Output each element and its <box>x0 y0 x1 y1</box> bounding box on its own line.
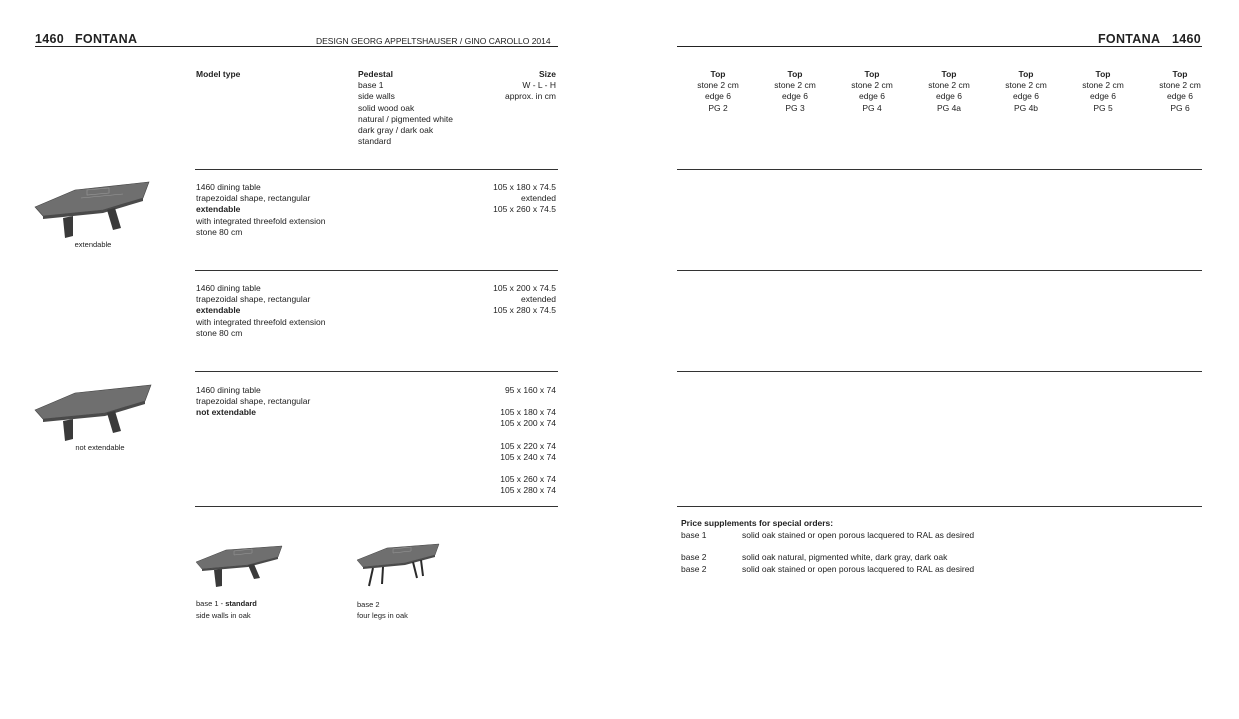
supplement-base: base 2 <box>681 552 707 562</box>
left-header-code: 1460 <box>35 32 65 46</box>
row-description <box>196 385 310 419</box>
top-column-pg5 <box>1073 69 1133 114</box>
top-column-pg4b <box>996 69 1056 114</box>
desc-line: with integrated threefold extension <box>196 215 326 226</box>
supplement-text: solid oak stained or open porous lacquered to RAL as desired <box>742 530 975 540</box>
desc-line: trapezoidal shape, rectangular <box>196 193 311 204</box>
desc-line: 1460 dining table <box>196 385 261 395</box>
top-edge: edge 6 <box>1013 91 1039 102</box>
size-value: 105 x 280 x 74.5 <box>493 305 556 316</box>
image-caption: extendable <box>74 240 112 249</box>
top-column-pg4 <box>842 69 902 114</box>
left-header-name: FONTANA <box>75 32 138 46</box>
right-header-code: 1460 <box>1172 32 1202 46</box>
pedestal-title: Pedestal <box>358 69 393 79</box>
row-rule <box>677 169 1202 170</box>
desc-bold: extendable <box>196 204 241 215</box>
base2-label <box>357 599 380 610</box>
top-edge: edge 6 <box>705 91 731 102</box>
top-edge: edge 6 <box>936 91 962 102</box>
row-sizes <box>456 283 556 317</box>
base-label-bold: standard <box>225 599 257 608</box>
top-column-pg2 <box>688 69 748 114</box>
supplement-text: solid oak natural, pigmented white, dark gray, dark oak <box>742 552 948 562</box>
top-material: stone 2 cm <box>697 80 739 91</box>
top-column-pg6 <box>1150 69 1210 114</box>
supplement-base: base 2 <box>681 564 707 574</box>
size-value: 105 x 180 x 74 <box>500 407 556 418</box>
pedestal-line: dark gray / dark oak <box>358 125 434 136</box>
top-material: stone 2 cm <box>1082 80 1124 91</box>
top-title: Top <box>1018 69 1034 79</box>
top-column-pg4a <box>919 69 979 114</box>
row-description <box>196 283 325 339</box>
row-rule <box>195 371 558 372</box>
base1-label <box>196 598 257 609</box>
desc-bold: extendable <box>196 305 241 316</box>
desc-line: with integrated threefold extension <box>196 316 326 327</box>
size-value: 95 x 160 x 74 <box>504 385 556 395</box>
desc-line: stone 80 cm <box>196 327 243 338</box>
top-price-group: PG 4a <box>936 102 962 113</box>
pedestal-header <box>358 69 453 147</box>
not-extendable-table-image <box>33 383 153 443</box>
row-rule <box>195 270 558 271</box>
top-title: Top <box>1095 69 1111 79</box>
top-title: Top <box>941 69 957 79</box>
size-value: extended <box>521 193 556 204</box>
pedestal-line: standard <box>358 136 392 147</box>
header-rule-right <box>677 46 1202 47</box>
size-line: W - L - H <box>522 80 556 91</box>
size-value: 105 x 260 x 74.5 <box>493 204 556 215</box>
size-value: 105 x 280 x 74 <box>500 485 556 496</box>
top-column-pg3 <box>765 69 825 114</box>
top-material: stone 2 cm <box>851 80 893 91</box>
top-price-group: PG 4 <box>862 102 882 113</box>
top-material: stone 2 cm <box>928 80 970 91</box>
top-title: Top <box>1172 69 1188 79</box>
top-price-group: PG 6 <box>1170 102 1190 113</box>
model-type-header: Model type <box>196 69 241 79</box>
desc-bold: not extendable <box>196 407 256 418</box>
row-sizes <box>456 385 556 496</box>
base2-table-image <box>355 542 445 590</box>
top-edge: edge 6 <box>859 91 885 102</box>
row-rule <box>195 169 558 170</box>
top-price-group: PG 3 <box>785 102 805 113</box>
desc-line: stone 80 cm <box>196 226 243 237</box>
top-edge: edge 6 <box>782 91 808 102</box>
pedestal-line: natural / pigmented white <box>358 113 453 124</box>
size-value: 105 x 200 x 74.5 <box>493 283 556 293</box>
top-title: Top <box>710 69 726 79</box>
size-line: approx. in cm <box>504 91 556 102</box>
extendable-table-image <box>33 180 153 240</box>
top-price-group: PG 2 <box>708 102 728 113</box>
size-value: 105 x 260 x 74 <box>500 474 556 485</box>
header-rule-left <box>35 46 558 47</box>
top-material: stone 2 cm <box>1159 80 1201 91</box>
desc-line: trapezoidal shape, rectangular <box>196 294 311 305</box>
supplements-title: Price supplements for special orders: <box>681 518 834 528</box>
size-value: 105 x 220 x 74 <box>500 440 556 451</box>
top-price-group: PG 5 <box>1093 102 1113 113</box>
image-caption: not extendable <box>75 443 125 452</box>
top-edge: edge 6 <box>1167 91 1193 102</box>
size-header <box>456 69 556 103</box>
desc-line: 1460 dining table <box>196 182 261 192</box>
desc-line: trapezoidal shape, rectangular <box>196 396 311 407</box>
row-sizes <box>456 182 556 216</box>
top-price-group: PG 4b <box>1013 102 1039 113</box>
pedestal-line: solid wood oak <box>358 102 415 113</box>
size-value: 105 x 200 x 74 <box>500 418 556 429</box>
top-title: Top <box>787 69 803 79</box>
size-value: 105 x 240 x 74 <box>500 451 556 462</box>
top-material: stone 2 cm <box>774 80 816 91</box>
base-label: base 2 <box>357 600 380 609</box>
base1-table-image <box>194 544 286 590</box>
pedestal-line: base 1 <box>358 80 384 91</box>
size-value: extended <box>521 294 556 305</box>
top-title: Top <box>864 69 880 79</box>
size-value: 105 x 180 x 74.5 <box>493 182 556 192</box>
right-header-name: FONTANA <box>1098 32 1161 46</box>
base1-sub: side walls in oak <box>196 611 251 620</box>
supplement-text: solid oak stained or open porous lacquered to RAL as desired <box>742 564 975 574</box>
row-rule <box>677 270 1202 271</box>
pedestal-line: side walls <box>358 91 395 102</box>
row-rule <box>195 506 558 507</box>
row-rule <box>677 506 1202 507</box>
top-edge: edge 6 <box>1090 91 1116 102</box>
base2-sub: four legs in oak <box>357 611 408 620</box>
base-label: base 1 - <box>196 599 226 608</box>
desc-line: 1460 dining table <box>196 283 261 293</box>
top-material: stone 2 cm <box>1005 80 1047 91</box>
supplement-base: base 1 <box>681 530 707 540</box>
design-credit: DESIGN GEORG APPELTSHAUSER / GINO CAROLLO 2014 <box>316 36 551 46</box>
row-rule <box>677 371 1202 372</box>
row-description <box>196 182 325 238</box>
size-title: Size <box>538 69 556 79</box>
